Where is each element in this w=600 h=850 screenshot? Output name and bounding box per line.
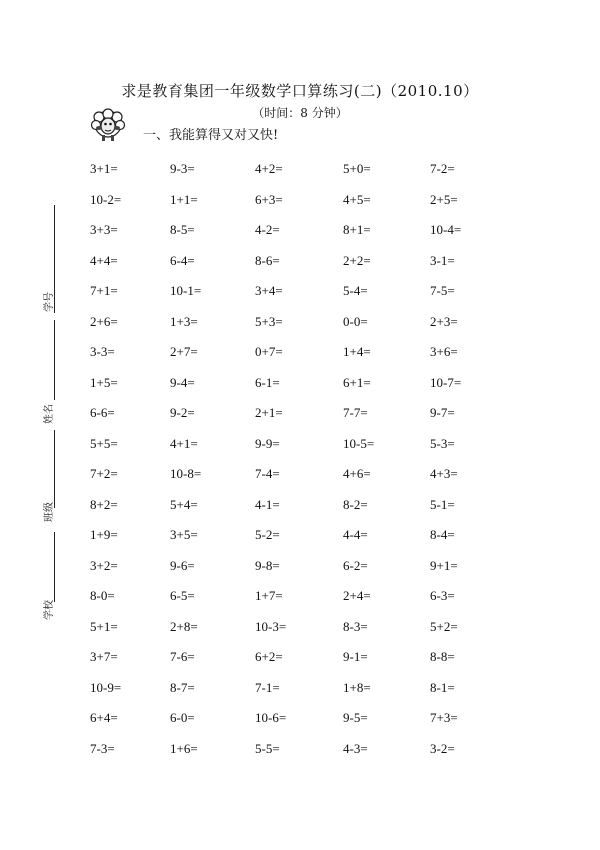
exercise-item: 8+1= xyxy=(343,222,371,238)
exercise-item: 5+4= xyxy=(170,496,198,512)
exercise-item: 5-5= xyxy=(255,740,280,756)
exercise-item: 4+5= xyxy=(343,191,371,207)
exercise-item: 4+2= xyxy=(255,161,283,177)
exercise-row xyxy=(90,673,560,704)
exercise-item: 4-1= xyxy=(255,496,280,512)
exercise-item: 1+5= xyxy=(90,374,118,390)
exercise-item: 1+6= xyxy=(170,740,198,756)
exercise-row xyxy=(90,337,560,368)
exercise-row xyxy=(90,581,560,612)
exercise-item: 6-1= xyxy=(255,374,280,390)
exercise-item: 5-4= xyxy=(343,283,368,299)
exercise-item: 4-2= xyxy=(255,222,280,238)
exercise-item: 3+5= xyxy=(170,527,198,543)
page-title: 求是教育集团一年级数学口算练习(二)（2010.10） xyxy=(121,82,479,100)
exercise-item: 7-3= xyxy=(90,740,115,756)
exercise-item: 7+3= xyxy=(430,710,458,726)
exercise-row xyxy=(90,703,560,734)
exercise-item: 5-1= xyxy=(430,496,455,512)
exercise-item: 6-3= xyxy=(430,588,455,604)
exercise-item: 7-2= xyxy=(430,161,455,177)
exercise-item: 3+4= xyxy=(255,283,283,299)
exercise-item: 1+1= xyxy=(170,191,198,207)
exercise-item: 8-7= xyxy=(170,679,195,695)
exercise-item: 10-7= xyxy=(430,374,462,390)
exercise-row xyxy=(90,185,560,216)
exercise-item: 4+3= xyxy=(430,466,458,482)
name-label: 姓名 xyxy=(44,404,55,424)
exercise-item: 7-7= xyxy=(343,405,368,421)
exercise-item: 1+4= xyxy=(343,344,371,360)
exercise-item: 7-6= xyxy=(170,649,195,665)
exercise-item: 9-5= xyxy=(343,710,368,726)
exercise-row xyxy=(90,642,560,673)
exercise-item: 10-1= xyxy=(170,283,202,299)
exercise-item: 2+6= xyxy=(90,313,118,329)
exercise-item: 0+7= xyxy=(255,344,283,360)
field-line xyxy=(54,320,55,400)
exercise-item: 8-0= xyxy=(90,588,115,604)
exercise-item: 9-6= xyxy=(170,557,195,573)
exercise-row xyxy=(90,551,560,582)
exercise-item: 7+2= xyxy=(90,466,118,482)
exercise-item: 10-4= xyxy=(430,222,462,238)
exercise-item: 5-3= xyxy=(430,435,455,451)
exercise-item: 1+8= xyxy=(343,679,371,695)
exercise-item: 6+3= xyxy=(255,191,283,207)
field-line xyxy=(54,430,55,508)
exercise-item: 3+2= xyxy=(90,557,118,573)
exercise-item: 8-5= xyxy=(170,222,195,238)
exercise-item: 7-4= xyxy=(255,466,280,482)
exercise-item: 9-7= xyxy=(430,405,455,421)
exercise-item: 1+3= xyxy=(170,313,198,329)
exercise-row xyxy=(90,459,560,490)
exercise-item: 10-8= xyxy=(170,466,202,482)
exercise-item: 9-9= xyxy=(255,435,280,451)
exercise-item: 10-6= xyxy=(255,710,287,726)
student-info-sidebar xyxy=(0,0,70,850)
exercise-item: 8-3= xyxy=(343,618,368,634)
exercise-item: 9-1= xyxy=(343,649,368,665)
exercise-item: 9-3= xyxy=(170,161,195,177)
exercise-item: 2+4= xyxy=(343,588,371,604)
exercise-row xyxy=(90,734,560,765)
exercise-row xyxy=(90,307,560,338)
exercise-item: 5+0= xyxy=(343,161,371,177)
exercise-item: 3+1= xyxy=(90,161,118,177)
exercise-item: 10-2= xyxy=(90,191,122,207)
student-id-label: 学号 xyxy=(44,292,55,312)
exercise-item: 4+6= xyxy=(343,466,371,482)
exercise-item: 5-2= xyxy=(255,527,280,543)
exercise-item: 7+1= xyxy=(90,283,118,299)
exercise-row xyxy=(90,276,560,307)
exercise-item: 8-4= xyxy=(430,527,455,543)
exercise-item: 5+2= xyxy=(430,618,458,634)
exercise-item: 8-6= xyxy=(255,252,280,268)
exercise-item: 4-3= xyxy=(343,740,368,756)
exercise-item: 2+2= xyxy=(343,252,371,268)
exercise-item: 6+1= xyxy=(343,374,371,390)
exercise-item: 8-1= xyxy=(430,679,455,695)
exercise-item: 4+4= xyxy=(90,252,118,268)
exercise-row xyxy=(90,520,560,551)
exercise-row xyxy=(90,612,560,643)
exercise-row xyxy=(90,429,560,460)
class-label: 班级 xyxy=(44,502,55,522)
exercise-item: 1+9= xyxy=(90,527,118,543)
exercise-item: 10-9= xyxy=(90,679,122,695)
exercise-item: 3+7= xyxy=(90,649,118,665)
exercise-row xyxy=(90,398,560,429)
school-label: 学校 xyxy=(44,600,55,620)
exercise-grid xyxy=(90,154,560,764)
exercise-item: 2+3= xyxy=(430,313,458,329)
exercise-item: 6-4= xyxy=(170,252,195,268)
time-limit: （时间：8 分钟） xyxy=(252,106,348,120)
field-line xyxy=(54,532,55,602)
exercise-item: 8-8= xyxy=(430,649,455,665)
exercise-item: 3+6= xyxy=(430,344,458,360)
exercise-item: 1+7= xyxy=(255,588,283,604)
exercise-item: 8-2= xyxy=(343,496,368,512)
exercise-item: 10-5= xyxy=(343,435,375,451)
sheep-mascot-icon xyxy=(90,108,126,144)
exercise-item: 9-4= xyxy=(170,374,195,390)
exercise-item: 5+5= xyxy=(90,435,118,451)
exercise-item: 9-2= xyxy=(170,405,195,421)
exercise-item: 2+8= xyxy=(170,618,198,634)
exercise-item: 9+1= xyxy=(430,557,458,573)
exercise-row xyxy=(90,215,560,246)
section-heading: 一、我能算得又对又快! xyxy=(143,128,279,143)
exercise-item: 6-2= xyxy=(343,557,368,573)
exercise-item: 10-3= xyxy=(255,618,287,634)
exercise-item: 7-5= xyxy=(430,283,455,299)
exercise-item: 5+3= xyxy=(255,313,283,329)
exercise-item: 4+1= xyxy=(170,435,198,451)
exercise-item: 7-1= xyxy=(255,679,280,695)
exercise-item: 2+1= xyxy=(255,405,283,421)
exercise-item: 6-6= xyxy=(90,405,115,421)
exercise-row xyxy=(90,246,560,277)
exercise-item: 9-8= xyxy=(255,557,280,573)
exercise-item: 8+2= xyxy=(90,496,118,512)
exercise-item: 3-2= xyxy=(430,740,455,756)
exercise-item: 6+2= xyxy=(255,649,283,665)
exercise-row xyxy=(90,490,560,521)
exercise-item: 4-4= xyxy=(343,527,368,543)
exercise-item: 3-1= xyxy=(430,252,455,268)
exercise-item: 6-0= xyxy=(170,710,195,726)
exercise-item: 6-5= xyxy=(170,588,195,604)
exercise-item: 0-0= xyxy=(343,313,368,329)
exercise-item: 5+1= xyxy=(90,618,118,634)
exercise-row xyxy=(90,154,560,185)
exercise-item: 2+7= xyxy=(170,344,198,360)
exercise-row xyxy=(90,368,560,399)
exercise-item: 3+3= xyxy=(90,222,118,238)
exercise-item: 3-3= xyxy=(90,344,115,360)
exercise-item: 6+4= xyxy=(90,710,118,726)
exercise-item: 2+5= xyxy=(430,191,458,207)
